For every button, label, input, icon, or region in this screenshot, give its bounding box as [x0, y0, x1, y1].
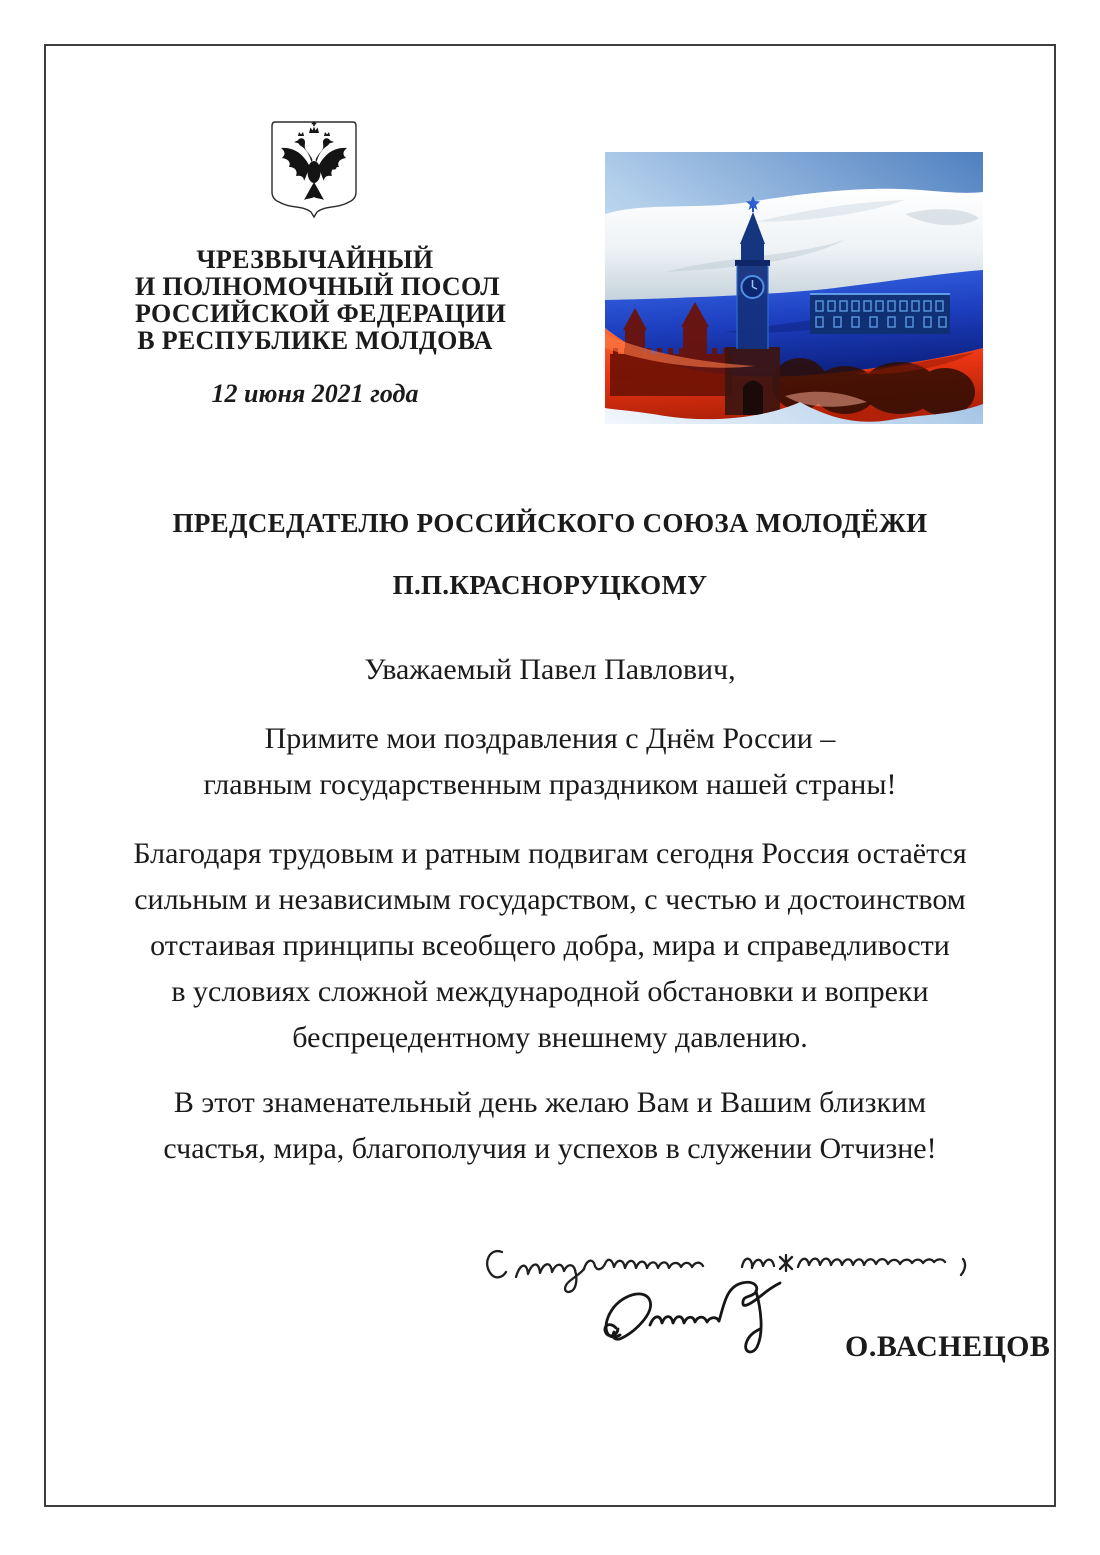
letterhead-title	[135, 245, 507, 355]
body-line: счастья, мира, благополучия и успехов в служении Отчизне!	[163, 1132, 937, 1165]
signer-name: О.ВАСНЕЦОВ	[845, 1330, 1051, 1363]
body-line: Благодаря трудовым и ратным подвигам сегодня Россия остаётся	[133, 837, 967, 870]
letterhead-line: РОССИЙСКОЙ ФЕДЕРАЦИИ	[135, 299, 507, 328]
signature-flourish	[605, 1282, 780, 1352]
body-line: отстаивая принципы всеобщего добра, мира и справедливости	[150, 929, 950, 962]
addressee-block	[0, 505, 1100, 603]
body-line: главным государственным праздником нашей страны!	[203, 768, 897, 801]
russia-coat-of-arms-icon	[268, 120, 360, 222]
letterhead-line: ЧРЕЗВЫЧАЙНЫЙ	[196, 245, 434, 274]
body-line: В этот знаменательный день желаю Вам и Вашим близким	[173, 1086, 927, 1119]
body-line: сильным и независимым государством, с честью и достоинством	[134, 883, 966, 916]
letter-body	[65, 647, 1035, 1172]
addressee-name: П.П.КРАСНОРУЦКОМУ	[392, 570, 708, 600]
body-line: Примите мои поздравления с Днём России –	[264, 722, 836, 755]
letterhead-line: И ПОЛНОМОЧНЫЙ ПОСОЛ	[135, 272, 500, 301]
letter-date: 12 июня 2021 года	[211, 379, 419, 408]
body-line: беспрецедентному внешнему давлению.	[292, 1021, 808, 1054]
flag-kremlin-photo	[605, 152, 983, 424]
addressee-title: ПРЕДСЕДАТЕЛЮ РОССИЙСКОГО СОЮЗА МОЛОДЁЖИ	[172, 508, 928, 538]
salutation: Уважаемый Павел Павлович,	[364, 653, 736, 686]
body-line: в условиях сложной международной обстановки и вопреки	[171, 975, 929, 1008]
letterhead-line: В РЕСПУБЛИКЕ МОЛДОВА	[137, 326, 493, 355]
paragraph-3	[65, 1080, 1035, 1172]
paragraph-2	[65, 831, 1035, 1061]
paragraph-1	[65, 716, 1035, 808]
